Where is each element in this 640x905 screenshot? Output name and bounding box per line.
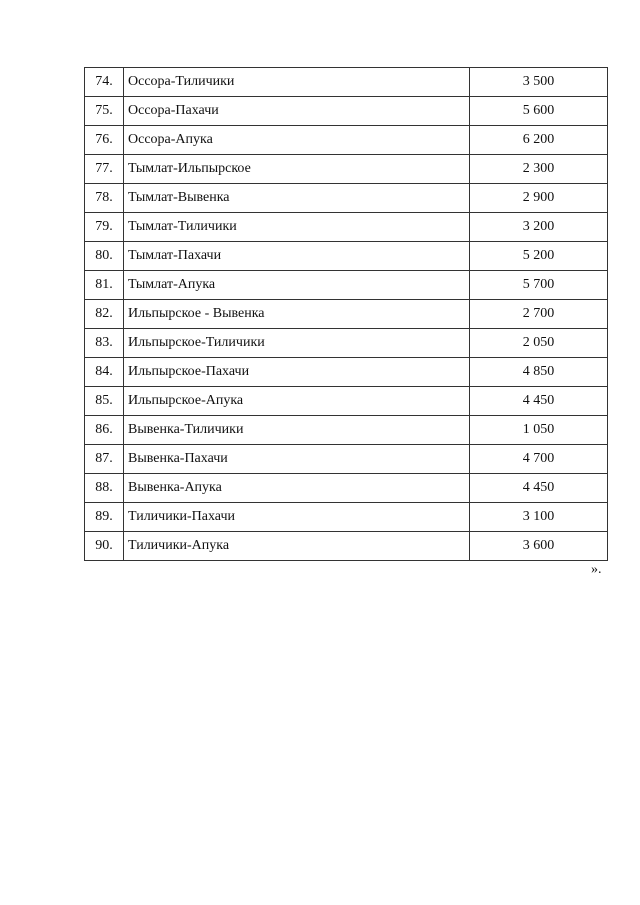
- row-number-cell: 76.: [85, 126, 124, 155]
- route-name-cell: Тымлат-Тиличики: [124, 213, 470, 242]
- route-name-cell: Тиличики-Пахачи: [124, 503, 470, 532]
- route-value-cell: 4 700: [470, 445, 608, 474]
- route-value-cell: 5 600: [470, 97, 608, 126]
- table-row: [85, 416, 608, 445]
- table-row: [85, 474, 608, 503]
- table-row: [85, 387, 608, 416]
- route-value-cell: 1 050: [470, 416, 608, 445]
- route-value-cell: 2 900: [470, 184, 608, 213]
- route-value-cell: 3 100: [470, 503, 608, 532]
- row-number-cell: 85.: [85, 387, 124, 416]
- table-row: [85, 271, 608, 300]
- table-row: [85, 184, 608, 213]
- table-row: [85, 503, 608, 532]
- row-number-cell: 83.: [85, 329, 124, 358]
- row-number-cell: 90.: [85, 532, 124, 561]
- route-value-cell: 3 200: [470, 213, 608, 242]
- row-number-cell: 84.: [85, 358, 124, 387]
- route-value-cell: 2 700: [470, 300, 608, 329]
- route-name-cell: Оссора-Тиличики: [124, 68, 470, 97]
- table-row: [85, 68, 608, 97]
- route-name-cell: Ильпырское-Апука: [124, 387, 470, 416]
- table-row: [85, 300, 608, 329]
- route-name-cell: Вывенка-Пахачи: [124, 445, 470, 474]
- route-name-cell: Ильпырское-Пахачи: [124, 358, 470, 387]
- routes-table: [84, 67, 608, 561]
- route-name-cell: Оссора-Пахачи: [124, 97, 470, 126]
- route-value-cell: 4 450: [470, 387, 608, 416]
- route-name-cell: Тымлат-Пахачи: [124, 242, 470, 271]
- route-value-cell: 4 850: [470, 358, 608, 387]
- table-row: [85, 213, 608, 242]
- route-value-cell: 5 200: [470, 242, 608, 271]
- route-name-cell: Ильпырское - Вывенка: [124, 300, 470, 329]
- route-name-cell: Оссора-Апука: [124, 126, 470, 155]
- route-value-cell: 2 050: [470, 329, 608, 358]
- row-number-cell: 87.: [85, 445, 124, 474]
- route-value-cell: 4 450: [470, 474, 608, 503]
- row-number-cell: 74.: [85, 68, 124, 97]
- table-row: [85, 532, 608, 561]
- route-name-cell: Вывенка-Апука: [124, 474, 470, 503]
- route-name-cell: Вывенка-Тиличики: [124, 416, 470, 445]
- table-row: [85, 126, 608, 155]
- row-number-cell: 89.: [85, 503, 124, 532]
- row-number-cell: 78.: [85, 184, 124, 213]
- route-name-cell: Тымлат-Ильпырское: [124, 155, 470, 184]
- route-value-cell: 5 700: [470, 271, 608, 300]
- row-number-cell: 81.: [85, 271, 124, 300]
- table-row: [85, 358, 608, 387]
- route-name-cell: Тиличики-Апука: [124, 532, 470, 561]
- route-value-cell: 3 600: [470, 532, 608, 561]
- row-number-cell: 82.: [85, 300, 124, 329]
- row-number-cell: 77.: [85, 155, 124, 184]
- route-name-cell: Ильпырское-Тиличики: [124, 329, 470, 358]
- route-value-cell: 2 300: [470, 155, 608, 184]
- route-value-cell: 6 200: [470, 126, 608, 155]
- routes-table-body: [85, 68, 608, 561]
- closing-quote-mark: ».: [591, 562, 602, 577]
- route-value-cell: 3 500: [470, 68, 608, 97]
- route-name-cell: Тымлат-Апука: [124, 271, 470, 300]
- row-number-cell: 86.: [85, 416, 124, 445]
- route-name-cell: Тымлат-Вывенка: [124, 184, 470, 213]
- table-row: [85, 97, 608, 126]
- table-row: [85, 329, 608, 358]
- table-row: [85, 155, 608, 184]
- row-number-cell: 79.: [85, 213, 124, 242]
- row-number-cell: 75.: [85, 97, 124, 126]
- row-number-cell: 88.: [85, 474, 124, 503]
- table-row: [85, 242, 608, 271]
- table-row: [85, 445, 608, 474]
- row-number-cell: 80.: [85, 242, 124, 271]
